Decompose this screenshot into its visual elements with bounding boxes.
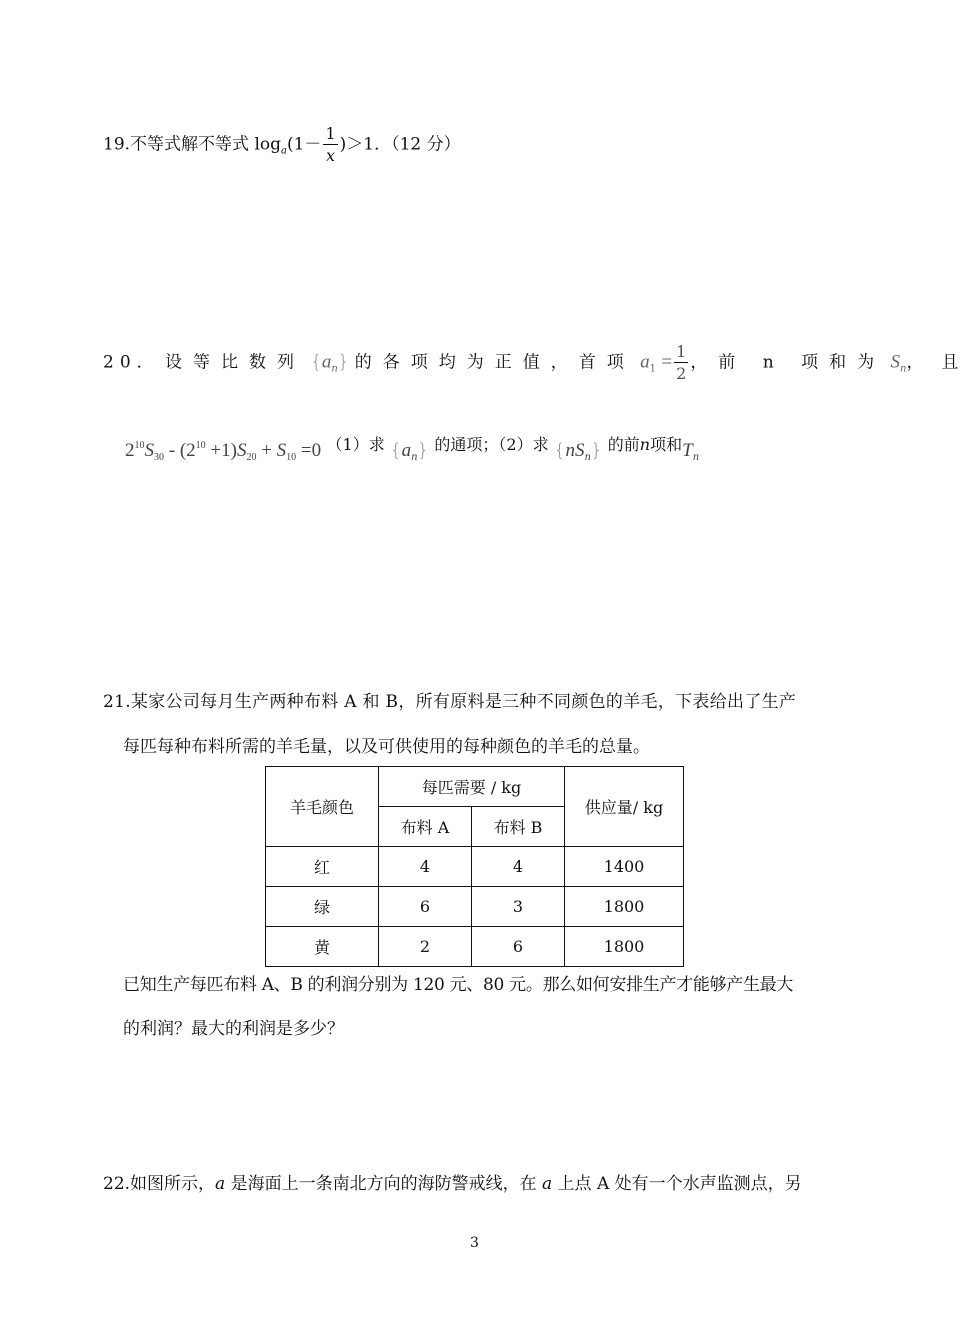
table-row [266,887,684,927]
q20-number: 20． [103,352,160,373]
q20-formula-s10-sub: 10 [286,452,297,463]
table-row [266,847,684,887]
q21-line-4: 的利润？最大的利润是多少？ [123,1019,344,1039]
row-a: 4 [379,847,472,887]
q22-var-a2: a [542,1174,553,1194]
q19-text-tail: )＞1．（12 分） [339,134,461,155]
q20-a1-var: a [640,351,650,373]
q20-line1-d: ，且 [906,352,976,373]
q20-seq-sub: n [331,363,338,375]
row-supply: 1800 [565,887,684,927]
q20-formula-s20-sub: 20 [246,452,257,463]
q20-part2-n: n [639,435,651,454]
q20-part2-tail2: 项和 [650,435,683,454]
table-row [266,927,684,967]
q19-fraction [323,126,337,164]
row-b: 6 [472,927,565,967]
q20-sn-sub: n [899,363,907,375]
q20-formula-plus1: +1) [205,440,237,461]
col-header-color: 羊毛颜色 [266,767,379,847]
col-header-b: 布料 B [472,807,565,847]
q20-formula-s30: S [144,440,154,461]
q20-line1-c: ，前 n 项和为 [690,352,886,373]
row-b: 4 [472,847,565,887]
row-color: 绿 [266,887,379,927]
q20-part2-var1: n [565,440,575,461]
q20-part2-tail [608,435,682,454]
col-header-need: 每匹需要 / kg [379,767,565,807]
q20-formula-s20: S [236,440,247,461]
q20-sn-var: S [890,351,900,373]
q20-eq: = [661,351,673,373]
q20-formula [125,440,321,461]
question-19 [103,126,461,164]
q19-log-base: a [281,145,287,157]
q20-formula-base1: 2 [125,440,135,461]
q20-formula-plus2: + [256,440,277,461]
q20-formula-eq0: =0 [296,440,322,461]
row-supply: 1400 [565,847,684,887]
q20-part1-brace-close: } [417,440,429,461]
q20-tn-sub: n [692,452,700,463]
row-a: 2 [379,927,472,967]
q20-part2-brace-open: { [554,440,566,461]
q21-line-2: 每匹每种布料所需的羊毛量，以及可供使用的每种颜色的羊毛的总量。 [123,737,650,757]
q22-lead: 22.如图所示， [103,1174,216,1194]
page-number: 3 [470,1235,479,1251]
q19-number: 19. [103,134,131,155]
q19-frac-num: 1 [325,124,336,143]
q20-part1-sub: n [411,452,418,463]
q20-seq-var: a [321,351,332,373]
q19-text-lead: 不等式解不等式 log [130,134,282,155]
question-20-line-1 [103,344,976,382]
q20-a1-sub: 1 [649,363,656,375]
q19-frac-den: x [326,146,336,165]
col-header-supply: 供应量/ kg [565,767,684,847]
row-b: 3 [472,887,565,927]
q20-formula-minus: - (2 [164,440,196,461]
q20-formula-exp2: 10 [195,440,206,451]
q20-part1-var: a [401,440,412,461]
q20-line1-b: 的各项均为正值，首项 [354,352,635,373]
q20-part1-brace-open: { [390,440,402,461]
q22-mid: 是海面上一条南北方向的海防警戒线，在 [225,1174,542,1194]
q20-frac-den: 2 [676,364,687,383]
q20-frac-num: 1 [676,342,687,361]
q22-var-a: a [215,1174,226,1194]
row-a: 6 [379,887,472,927]
row-supply: 1800 [565,927,684,967]
q20-brace-open: { [310,351,322,373]
question-20-line-2 [125,432,699,463]
q19-paren-open: (1－ [286,134,322,155]
col-header-a: 布料 A [379,807,472,847]
wool-table [265,766,684,967]
q20-tn-var: T [682,440,693,461]
q20-formula-exp1: 10 [134,440,145,451]
q22-tail: 上点 A 处有一个水声监测点，另 [552,1174,802,1194]
q20-fraction [674,344,688,382]
q20-formula-s10: S [276,440,287,461]
q20-part2-brace-close: } [590,440,603,461]
question-22 [103,1169,802,1194]
q20-part2-sub: n [584,452,591,463]
q21-line-1: 21.某家公司每月生产两种布料 A 和 B，所有原料是三种不同颜色的羊毛，下表给出了生产 [103,692,797,712]
row-color: 红 [266,847,379,887]
row-color: 黄 [266,927,379,967]
q21-line-3: 已知生产每匹布料 A、B 的利润分别为 120 元、80 元。那么如何安排生产才能够产生最大 [123,975,794,995]
q20-formula-s30-sub: 30 [154,452,164,463]
q20-part2-var2: S [574,440,585,461]
q20-line1-a: 设等比数列 [165,352,306,373]
q20-part1-tail: 的通项；（2）求 [434,435,549,454]
q20-part1: （1）求 [326,435,385,454]
q20-part2-tail-text: 的前 [607,435,640,454]
q20-brace-close: } [337,351,350,373]
